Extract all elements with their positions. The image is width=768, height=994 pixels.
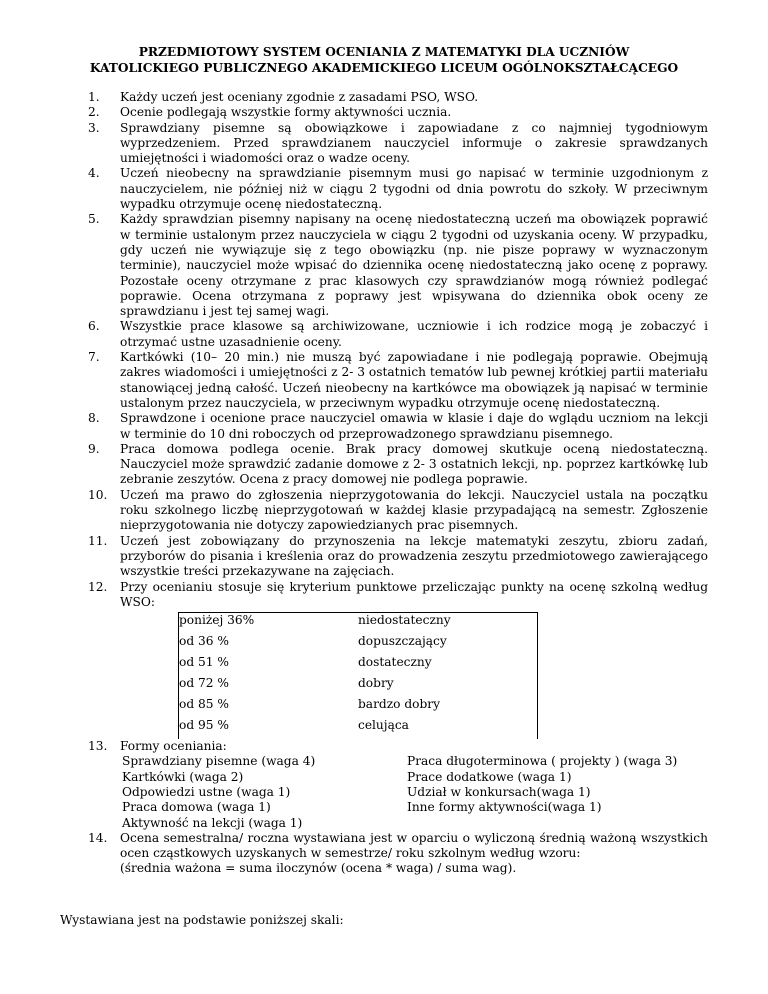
list-item (60, 411, 708, 442)
assessment-forms (120, 754, 700, 830)
range-cell: od 72 % (179, 676, 359, 697)
grade-cell: bardzo dobry (358, 697, 538, 718)
item-number: 13. (88, 739, 108, 754)
item-text: Sprawdzone i ocenione prace nauczyciel omawia w klasie i daje do wglądu uczniom na lekcji w terminie do 10 dni roboczych od przeprowadzonego sprawdzianu pisemnego. (120, 411, 708, 441)
item-number: 11. (88, 533, 108, 548)
item-text: Praca domowa podlega ocenie. Brak pracy domowej skutkuje oceną niedostateczną. Nauczyciel może sprawdzić zadanie domowe z 2- 3 ostatnich lekcji, np. poprzez kartkówkę lub zebranie zeszytów. Ocena z pracy domowej nie podlega poprawie. (120, 441, 708, 487)
list-item (60, 212, 708, 319)
list-item (60, 488, 708, 534)
range-cell: poniżej 36% (179, 613, 359, 635)
range-cell: od 95 % (179, 718, 359, 739)
list-item (60, 442, 708, 488)
item-number: 2. (88, 105, 100, 120)
weighted-average-formula: (średnia ważona = suma iloczynów (ocena * waga) / suma wag). (120, 861, 517, 876)
grade-cell: celująca (358, 718, 538, 739)
list-item (60, 350, 708, 411)
forms-column-1 (120, 754, 407, 830)
item-number: 10. (88, 487, 108, 502)
item-text: Uczeń ma prawo do zgłoszenia nieprzygotowania do lekcji. Nauczyciel ustala na początku roku szkolnego liczbę nieprzygotowań w każdej klasie przypadającą na semestr. Zgłoszenie nieprzygotowania nie dotyczy zapowiedzianych prac pisemnych. (120, 487, 708, 533)
forms-column-2 (407, 754, 700, 830)
item-text: Formy oceniania: (120, 739, 227, 754)
item-text: Ocenie podlegają wszystkie formy aktywności ucznia. (120, 105, 452, 120)
table-row (179, 634, 538, 655)
form-entry: Kartkówki (waga 2) (122, 769, 244, 784)
item-text: Uczeń jest zobowiązany do przynoszenia na lekcje matematyki zeszytu, zbioru zadań, przyborów do pisania i kreślenia oraz do prowadzenia zeszytu przedmiotowego zawierającego wszystkie treści przekazywane na zajęciach. (120, 533, 708, 579)
grade-cell: niedostateczny (358, 613, 538, 635)
form-entry: Aktywność na lekcji (waga 1) (122, 815, 303, 830)
table-row (179, 676, 538, 697)
grade-cell: dopuszczający (358, 634, 538, 655)
item-text: Każdy sprawdzian pisemny napisany na ocenę niedostateczną uczeń ma obowiązek poprawić w terminie ustalonym przez nauczyciela w ciągu 2 tygodni od uzyskania oceny. W przypadku, gdy uczeń nie wywiązuje się z tego obowiązku (np. nie pisze poprawy w wyznaczonym terminie), nauczyciel może wpisać do dziennika ocenę niedostateczną jako ocenę z poprawy. Pozostałe oceny otrzymane z prac klasowych czy sprawdzianów mogą również podlegać poprawie. Ocena otrzymana z poprawy jest wpisywana do dziennika obok oceny ze sprawdzianu i jest tej samej wagi. (120, 212, 708, 319)
table-row (179, 697, 538, 718)
item-number: 5. (88, 212, 100, 227)
table-row (179, 655, 538, 676)
item-number: 4. (88, 166, 100, 181)
item-number: 9. (88, 441, 100, 456)
list-item (60, 534, 708, 580)
document-title-line-2: KATOLICKIEGO PUBLICZNEGO AKADEMICKIEGO LICEUM OGÓLNOKSZTAŁCĄCEGO (89, 61, 679, 75)
item-text: Każdy uczeń jest oceniany zgodnie z zasadami PSO, WSO. (120, 90, 479, 104)
list-item-assessment-forms (60, 739, 708, 831)
form-entry: Inne formy aktywności(waga 1) (407, 800, 602, 815)
item-number: 7. (88, 350, 100, 365)
item-number: 1. (88, 90, 100, 104)
grade-scale-table (178, 612, 538, 739)
item-text: Sprawdziany pisemne są obowiązkowe i zapowiadane z co najmniej tygodniowym wyprzedzeniem. Przed sprawdzianem nauczyciel informuje o zakresie sprawdzanych umiejętności i wiadomości oraz o wadze oceny. (120, 120, 708, 166)
item-text: Uczeń nieobecny na sprawdzianie pisemnym musi go napisać w terminie uzgodnionym z nauczycielem, nie później niż w ciągu 2 tygodni od dnia powrotu do szkoły. W przeciwnym wypadku otrzymuje ocenę niedostateczną. (120, 166, 708, 212)
table-row (179, 613, 538, 635)
scale-intro-text: Wystawiana jest na podstawie poniższej skali: (60, 913, 344, 927)
list-item (60, 90, 708, 105)
grade-cell: dobry (358, 676, 538, 697)
document-title-line-1: PRZEDMIOTOWY SYSTEM OCENIANIA Z MATEMATYKI DLA UCZNIÓW (138, 45, 630, 59)
range-cell: od 85 % (179, 697, 359, 718)
item-number: 6. (88, 319, 100, 334)
rules-list (60, 90, 708, 877)
form-entry: Praca domowa (waga 1) (122, 800, 271, 815)
item-text: Przy ocenianiu stosuje się kryterium punktowe przeliczając punkty na ocenę szkolną według WSO: (120, 579, 708, 609)
item-number: 14. (88, 830, 108, 845)
form-entry: Prace dodatkowe (waga 1) (407, 769, 572, 784)
form-entry: Praca długoterminowa ( projekty ) (waga 3) (407, 754, 678, 769)
list-item (60, 105, 708, 120)
list-item (60, 121, 708, 167)
range-cell: od 36 % (179, 634, 359, 655)
form-entry: Udział w konkursach(waga 1) (407, 784, 591, 799)
list-item (60, 166, 708, 212)
form-entry: Sprawdziany pisemne (waga 4) (122, 754, 316, 769)
list-item (60, 580, 708, 740)
item-text: Wszystkie prace klasowe są archiwizowane, uczniowie i ich rodzice mogą je zobaczyć i otrzymać ustne uzasadnienie oceny. (120, 319, 708, 349)
item-number: 8. (88, 411, 100, 426)
range-cell: od 51 % (179, 655, 359, 676)
grade-cell: dostateczny (358, 655, 538, 676)
item-number: 12. (88, 579, 108, 594)
form-entry: Odpowiedzi ustne (waga 1) (122, 784, 291, 799)
item-text: Kartkówki (10– 20 min.) nie muszą być zapowiadane i nie podlegają poprawie. Obejmują zakres wiadomości i umiejętności z 2- 3 ostatnich tematów lub pewnej krótkiej partii materiału stanowiącej jedną całość. Uczeń nieobecny na kartkówce ma obowiązek ją napisać w terminie ustalonym przez nauczyciela, w przeciwnym wypadku otrzymuje ocenę niedostateczną. (120, 350, 708, 410)
table-row (179, 718, 538, 739)
item-number: 3. (88, 120, 100, 135)
item-text: Ocena semestralna/ roczna wystawiana jest w oparciu o wyliczoną średnią ważoną wszystkich ocen cząstkowych uzyskanych w semestrze/ roku szkolnym według wzoru: (120, 830, 708, 861)
list-item-semester-grade (60, 831, 708, 877)
list-item (60, 319, 708, 350)
